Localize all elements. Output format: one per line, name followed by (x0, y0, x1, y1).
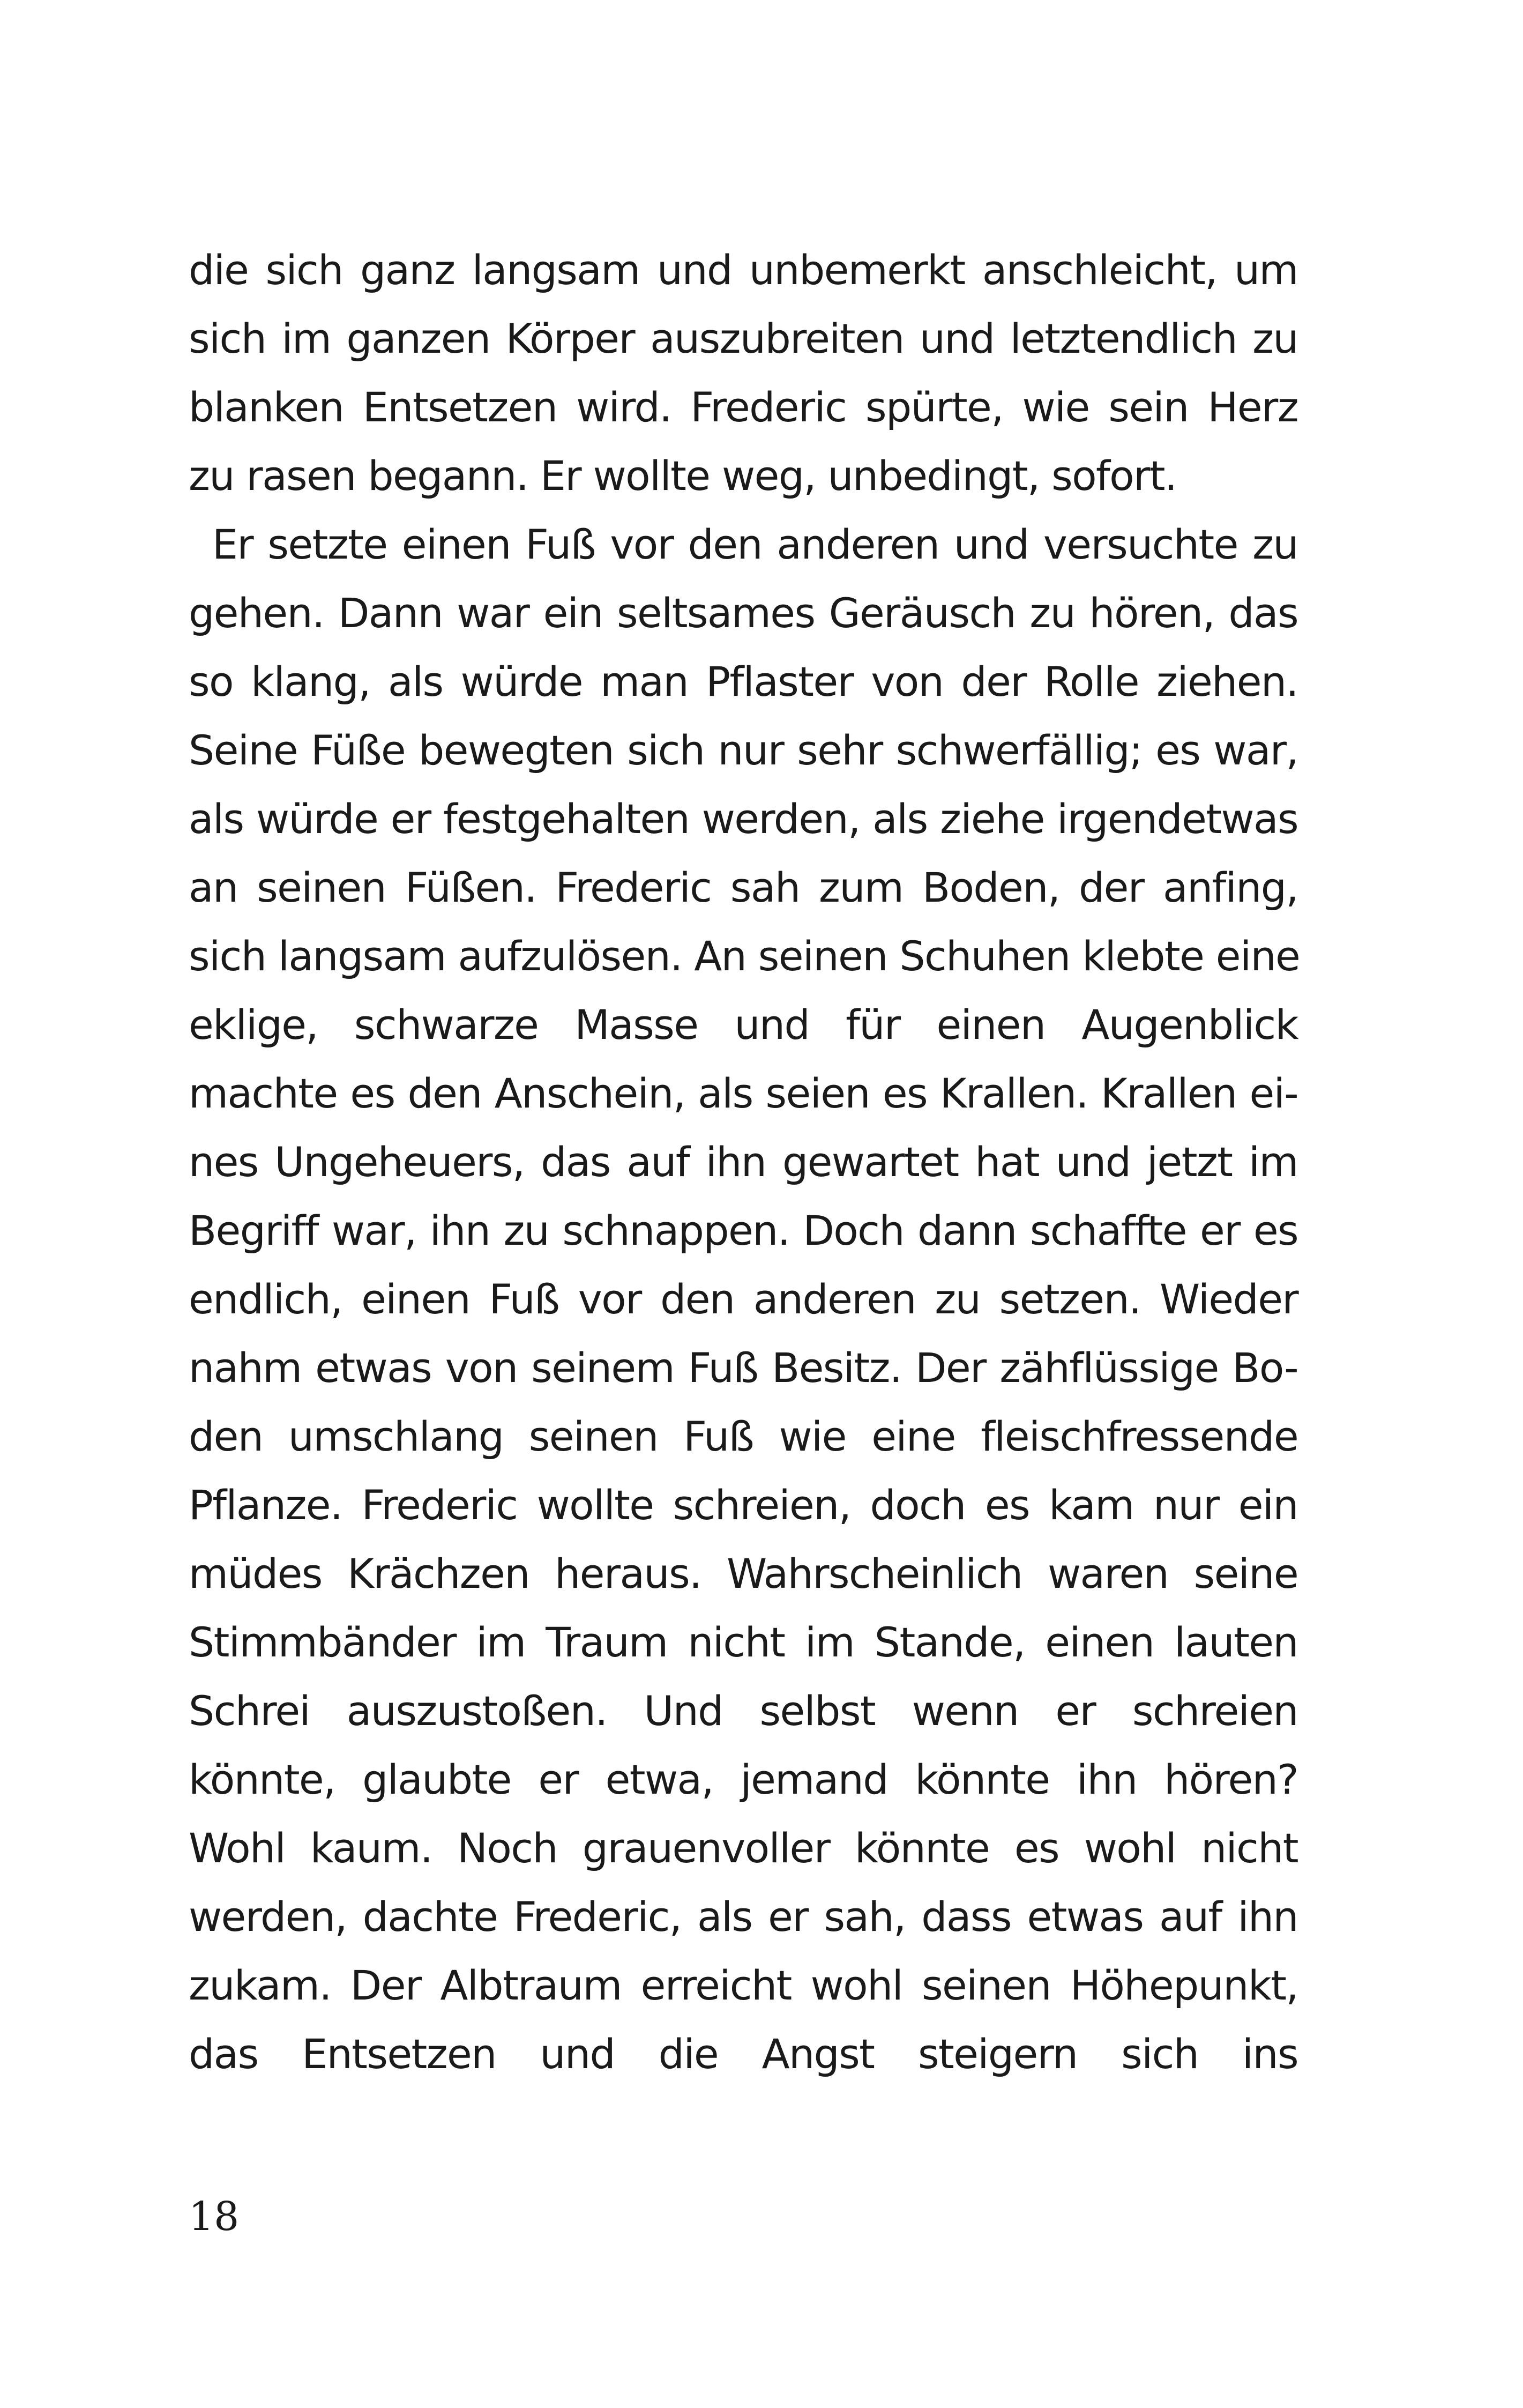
text-line: gehen. Dann war ein seltsames Geräusch zu hören, das (189, 589, 1298, 637)
text-line: die sich ganz langsam und unbemerkt anschleicht, um (189, 246, 1298, 294)
text-line: zu rasen begann. Er wollte weg, unbedingt, sofort. (189, 452, 1177, 500)
text-line: Wohl kaum. Noch grauenvoller könnte es wohl nicht (189, 1824, 1298, 1872)
text-line: Pflanze. Frederic wollte schreien, doch es kam nur ein (189, 1481, 1298, 1529)
text-line: Er setzte einen Fuß vor den anderen und versuchte zu (212, 521, 1298, 568)
text-line: das Entsetzen und die Angst steigern sich ins (189, 2030, 1298, 2078)
text-line: Begriff war, ihn zu schnappen. Doch dann schaffte er es (189, 1207, 1298, 1254)
text-line: blanken Entsetzen wird. Frederic spürte, wie sein Herz (189, 383, 1298, 431)
page-number: 18 (189, 2194, 240, 2240)
text-line: sich im ganzen Körper auszubreiten und letztendlich zu (189, 315, 1298, 362)
text-line: Schrei auszustoßen. Und selbst wenn er schreien (189, 1687, 1298, 1735)
text-line: als würde er festgehalten werden, als ziehe irgendetwas (189, 795, 1298, 843)
text-line: so klang, als würde man Pflaster von der Rolle ziehen. (189, 658, 1298, 705)
text-line: sich langsam aufzulösen. An seinen Schuhen klebte eine (189, 932, 1300, 980)
text-line: Seine Füße bewegten sich nur sehr schwerfällig; es war, (189, 726, 1298, 774)
text-line: werden, dachte Frederic, als er sah, dass etwas auf ihn (189, 1893, 1298, 1941)
text-line: machte es den Anschein, als seien es Krallen. Krallen ei- (189, 1069, 1298, 1117)
text-line: an seinen Füßen. Frederic sah zum Boden, der anfing, (189, 864, 1298, 911)
body-text (189, 236, 1298, 2089)
text-line: nes Ungeheuers, das auf ihn gewartet hat und jetzt im (189, 1138, 1298, 1186)
text-line: nahm etwas von seinem Fuß Besitz. Der zähflüssige Bo- (189, 1344, 1298, 1392)
text-line: zukam. Der Albtraum erreicht wohl seinen Höhepunkt, (189, 1961, 1298, 2009)
text-line: Stimmbänder im Traum nicht im Stande, einen lauten (189, 1618, 1298, 1666)
text-line: den umschlang seinen Fuß wie eine fleischfressende (189, 1413, 1298, 1460)
text-line: eklige, schwarze Masse und für einen Augenblick (189, 1001, 1298, 1049)
text-line: endlich, einen Fuß vor den anderen zu setzen. Wieder (189, 1275, 1298, 1323)
text-line: müdes Krächzen heraus. Wahrscheinlich waren seine (189, 1550, 1298, 1597)
text-line: könnte, glaubte er etwa, jemand könnte ihn hören? (189, 1756, 1298, 1803)
